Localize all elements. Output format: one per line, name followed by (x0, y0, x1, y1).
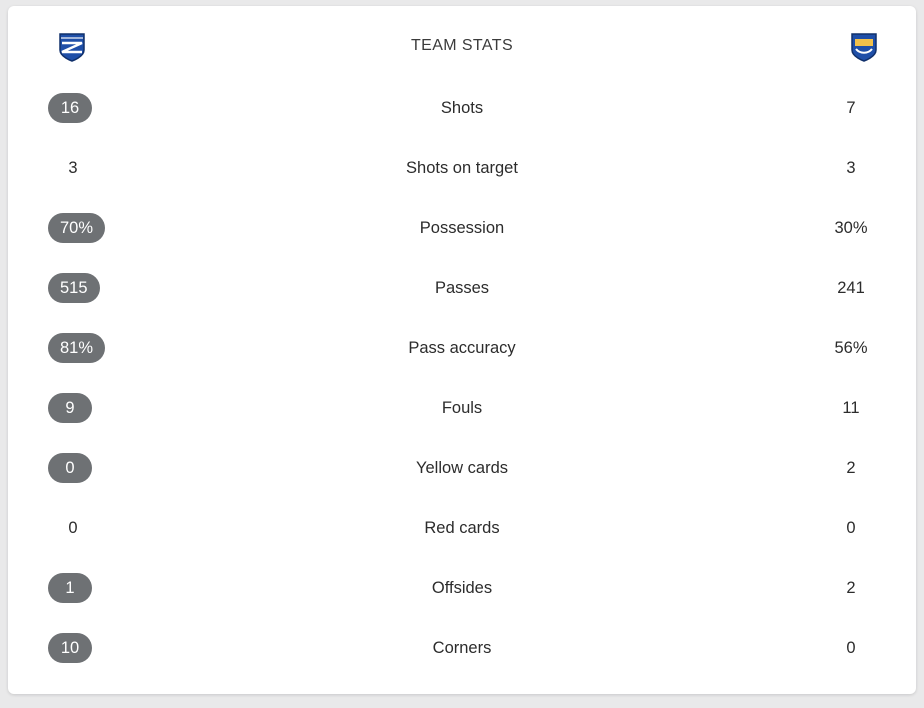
table-row (8, 318, 916, 378)
stat-label: Shots on target (406, 158, 518, 177)
home-value: 3 (68, 159, 78, 177)
away-value: 7 (846, 99, 856, 117)
away-value: 3 (846, 159, 856, 177)
table-row (8, 78, 916, 138)
home-value: 1 (48, 573, 92, 603)
stats-rows (8, 78, 916, 678)
table-row (8, 258, 916, 318)
away-team-crest (850, 32, 878, 62)
home-value: 515 (48, 273, 100, 303)
away-value: 241 (837, 279, 865, 297)
home-value: 9 (48, 393, 92, 423)
away-value: 11 (842, 399, 860, 417)
home-value: 81% (48, 333, 105, 363)
away-value: 0 (846, 519, 856, 537)
home-value: 10 (48, 633, 92, 663)
stat-label: Fouls (441, 398, 483, 417)
stat-label: Yellow cards (415, 458, 509, 477)
stat-label: Pass accuracy (408, 338, 516, 357)
stat-label: Possession (419, 218, 505, 237)
stat-label: Corners (432, 638, 492, 657)
away-value: 2 (846, 459, 856, 477)
home-value: 0 (68, 519, 78, 537)
away-value: 0 (846, 639, 856, 657)
stat-label: Passes (434, 278, 490, 297)
table-row (8, 138, 916, 198)
table-row (8, 198, 916, 258)
away-value: 56% (834, 339, 868, 357)
stat-label: Red cards (424, 518, 500, 537)
team-stats-card (8, 6, 916, 694)
page-title: TEAM STATS (410, 37, 514, 54)
table-row (8, 378, 916, 438)
away-value: 2 (846, 579, 856, 597)
table-row (8, 438, 916, 498)
table-row (8, 498, 916, 558)
table-row (8, 558, 916, 618)
stat-label: Offsides (431, 578, 493, 597)
home-value: 70% (48, 213, 105, 243)
home-value: 0 (48, 453, 92, 483)
stat-label: Shots (440, 98, 484, 117)
stats-header (8, 6, 916, 78)
home-value: 16 (48, 93, 92, 123)
away-value: 30% (834, 219, 868, 237)
table-row (8, 618, 916, 678)
